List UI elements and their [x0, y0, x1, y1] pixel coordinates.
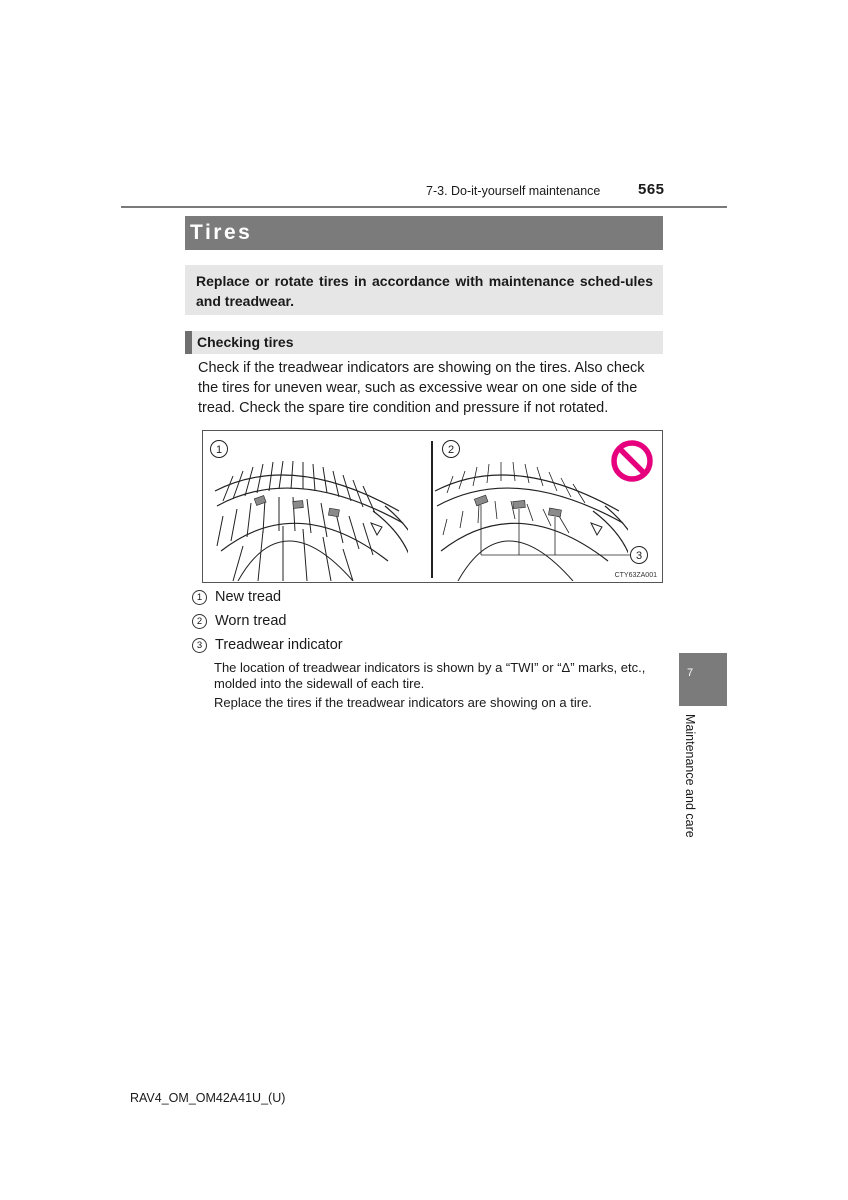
legend-number-3: 3: [192, 638, 207, 653]
intro-summary: Replace or rotate tires in accordance with maintenance sched-ules and treadwear.: [185, 265, 663, 315]
legend-item-new-tread: [192, 587, 281, 607]
chapter-tab: [679, 653, 727, 706]
section-heading: Checking tires: [185, 331, 663, 354]
document-footer: RAV4_OM_OM42A41U_(U): [130, 1091, 286, 1105]
legend-number-2: 2: [192, 614, 207, 629]
panel-1-label: 1: [215, 444, 223, 456]
header-section-title: 7-3. Do-it-yourself maintenance: [426, 184, 601, 198]
legend-number-1: 1: [192, 590, 207, 605]
callout-3-label: 3: [635, 550, 643, 562]
page-title: Tires: [185, 216, 663, 250]
legend-label: New tread: [215, 589, 282, 605]
header-divider: [121, 206, 727, 208]
legend-item-treadwear-indicator: [192, 635, 343, 655]
legend-item-worn-tread: [192, 611, 286, 631]
prohibition-icon: [614, 443, 650, 479]
section-paragraph: Check if the treadwear indicators are showing on the tires. Also check the tires for uneven wear, such as excessive wear on one side of the tread. Check the spare tire condition and pressure if not rotated.: [198, 360, 645, 416]
chapter-number: 7: [687, 667, 694, 679]
tire-tread-figure: [202, 430, 663, 583]
page-number: 565: [638, 181, 665, 198]
note-indicator-location: The location of treadwear indicators is shown by a “TWI” or “Δ” marks, etc., molded into the sidewall of each tire.: [214, 660, 646, 691]
legend-label: Worn tread: [215, 613, 287, 629]
tire-tread-illustration: [203, 431, 664, 584]
note-replace-tires: Replace the tires if the treadwear indicators are showing on a tire.: [214, 695, 592, 710]
new-tread-tire: [211, 441, 426, 582]
panel-2-label: 2: [447, 444, 455, 456]
legend-label: Treadwear indicator: [215, 637, 343, 653]
chapter-label: Maintenance and care: [683, 714, 697, 838]
figure-code: CTY63ZA001: [614, 572, 657, 579]
